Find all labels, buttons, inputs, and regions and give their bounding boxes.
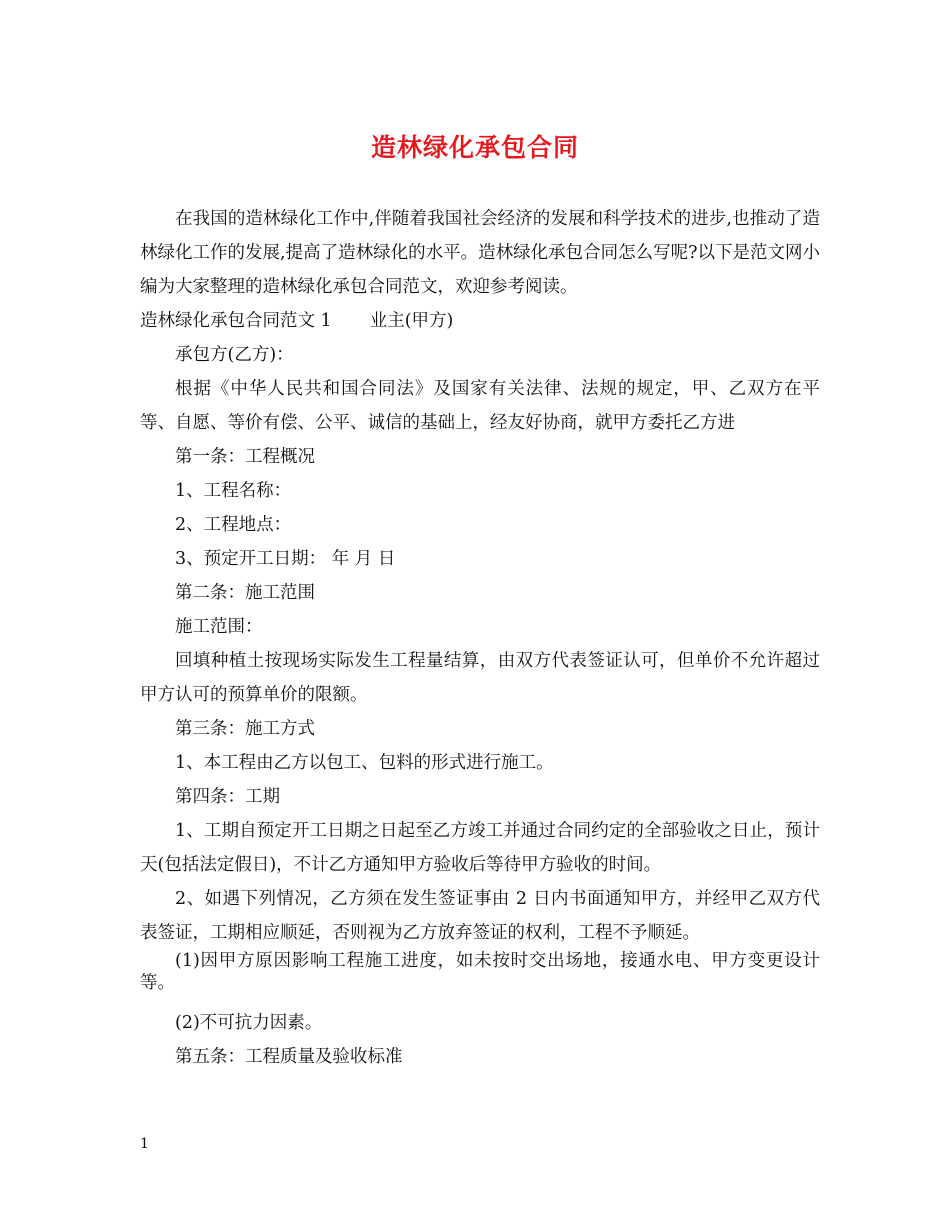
page-number: 1 xyxy=(140,1136,149,1152)
article-4-heading: 第四条：工期 xyxy=(175,787,280,807)
article-3-item-1: 1、本工程由乙方以包工、包料的形式进行施工。 xyxy=(175,753,554,773)
article-4-subitem-1: (1)因甲方原因影响工程施工进度，如未按时交出场地，接通水电、甲方变更设计等。 xyxy=(140,951,820,993)
article-5-heading: 第五条：工程质量及验收标准 xyxy=(175,1047,403,1067)
sample-heading-line xyxy=(140,304,820,338)
article-4-item-1: 1、工期自预定开工日期之日起至乙方竣工并通过合同约定的全部验收之日止，预计 天(包括法定假日)，不计乙方通知甲方验收后等待甲方验收的时间。 xyxy=(140,821,820,875)
article-1-heading: 第一条：工程概况 xyxy=(175,447,315,467)
party-b-label: 承包方(乙方)： xyxy=(175,345,294,365)
article-2-heading: 第二条：施工范围 xyxy=(175,583,315,603)
intro-paragraph: 在我国的造林绿化工作中,伴随着我国社会经济的发展和科学技术的进步,也推动了造林绿化工作的发展,提高了造林绿化的水平。造林绿化承包合同怎么写呢?以下是范文网小编为大家整理的造林绿化承包合同范文，欢迎参考阅读。 xyxy=(140,209,820,297)
article-3-heading: 第三条：施工方式 xyxy=(175,719,315,739)
article-1-item-1: 1、工程名称： xyxy=(175,481,292,501)
party-a-label: 业主(甲方) xyxy=(369,311,454,331)
document-body xyxy=(140,202,820,1074)
article-4-item-2: 2、如遇下列情况，乙方须在发生签证事由 2 日内书面通知甲方，并经甲乙双方代表签证，工期相应顺延，否则视为乙方放弃签证的权利，工程不予顺延。 xyxy=(140,889,820,943)
article-1-item-2: 2、工程地点： xyxy=(175,515,292,535)
article-4-subitem-2: (2)不可抗力因素。 xyxy=(175,1013,323,1033)
document-title: 造林绿化承包合同 xyxy=(370,133,579,162)
sample-heading: 造林绿化承包合同范文 1 xyxy=(140,311,332,331)
article-2-text: 回填种植土按现场实际发生工程量结算，由双方代表签证认可，但单价不允许超过甲方认可的预算单价的限额。 xyxy=(140,651,820,705)
article-1-item-3: 3、预定开工日期： 年 月 日 xyxy=(175,549,396,569)
basis-paragraph: 根据《中华人民共和国合同法》及国家有关法律、法规的规定，甲、乙双方在平等、自愿、等价有偿、公平、诚信的基础上，经友好协商，就甲方委托乙方进 xyxy=(140,379,820,433)
article-2-scope-label: 施工范围： xyxy=(175,617,263,637)
